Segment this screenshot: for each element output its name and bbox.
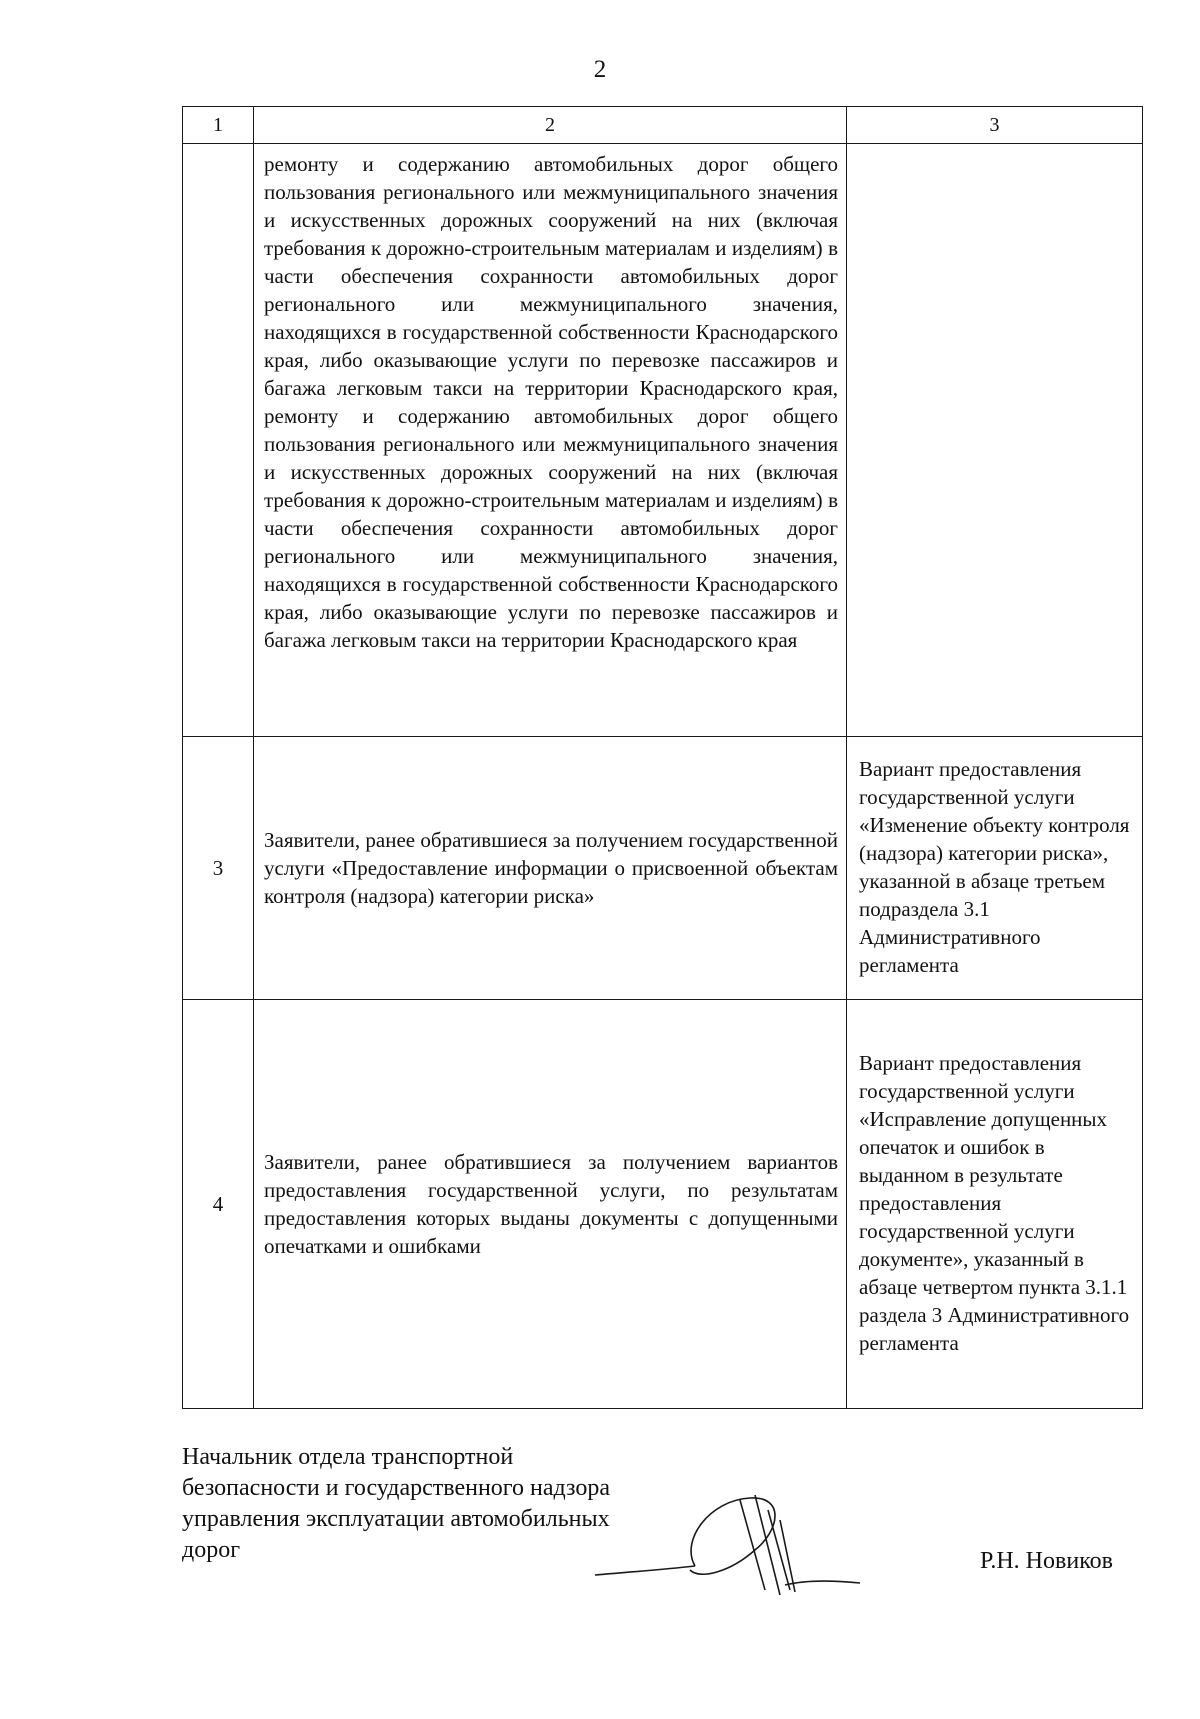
applicant-description: Заявители, ранее обратившиеся за получением государственной услуги «Предоставление информации о присвоенной объектам контроля (надзора) категории риска» — [254, 737, 847, 1000]
table-header-cell: 3 — [847, 107, 1143, 144]
applicant-description: ремонту и содержанию автомобильных дорог общего пользования регионального или межмуниципального значения и искусственных дорожных сооружений на них (включая требования к дорожно-строительным материалам и изделиям) в части обеспечения сохранности автомобильных дорог регионального или межмуниципального значения, находящихся в государственной собственности Краснодарского края, либо оказывающие услуги по перевозке пассажиров и багажа легковым такси на территории Краснодарского края, ремонту и содержанию автомобильных дорог общего пользования регионального или межмуниципального значения и искусственных дорожных сооружений на них (включая требования к дорожно-строительным материалам и изделиям) в части обеспечения сохранности автомобильных дорог регионального или межмуниципального значения, находящихся в государственной собственности Краснодарского края, либо оказывающие услуги по перевозке пассажиров и багажа легковым такси на территории Краснодарского края — [254, 144, 847, 737]
service-variant — [847, 144, 1143, 737]
signatory-name: Р.Н. Новиков — [980, 1548, 1113, 1574]
row-number: 4 — [183, 1000, 254, 1409]
service-variant: Вариант предоставления государственной услуги «Изменение объекту контроля (надзора) категории риска», указанной в абзаце третьем подраздела 3.1 Административного регламента — [847, 737, 1143, 1000]
table-header-cell: 2 — [254, 107, 847, 144]
applicant-description: Заявители, ранее обратившиеся за получением вариантов предоставления государственной услуги, по результатам предоставления которых выданы документы с допущенными опечатками и ошибками — [254, 1000, 847, 1409]
page-number: 2 — [593, 56, 607, 83]
row-number: 3 — [183, 737, 254, 1000]
service-variant: Вариант предоставления государственной услуги «Исправление допущенных опечаток и ошибок в выданном в результате предоставления государственной услуги документе», указанный в абзаце четвертом пункта 3.1.1 раздела 3 Административного регламента — [847, 1000, 1143, 1409]
signatory-position: Начальник отдела транспортной безопасности и государственного надзора управления эксплуатации автомобильных дорог — [182, 1444, 611, 1563]
row-number — [183, 144, 254, 737]
table-row — [183, 144, 1143, 737]
table-header-row — [183, 107, 1143, 144]
table-row — [183, 737, 1143, 1000]
table-row — [183, 1000, 1143, 1409]
table-header-cell: 1 — [183, 107, 254, 144]
handwritten-signature — [590, 1480, 900, 1610]
applicants-table — [182, 106, 1143, 1409]
